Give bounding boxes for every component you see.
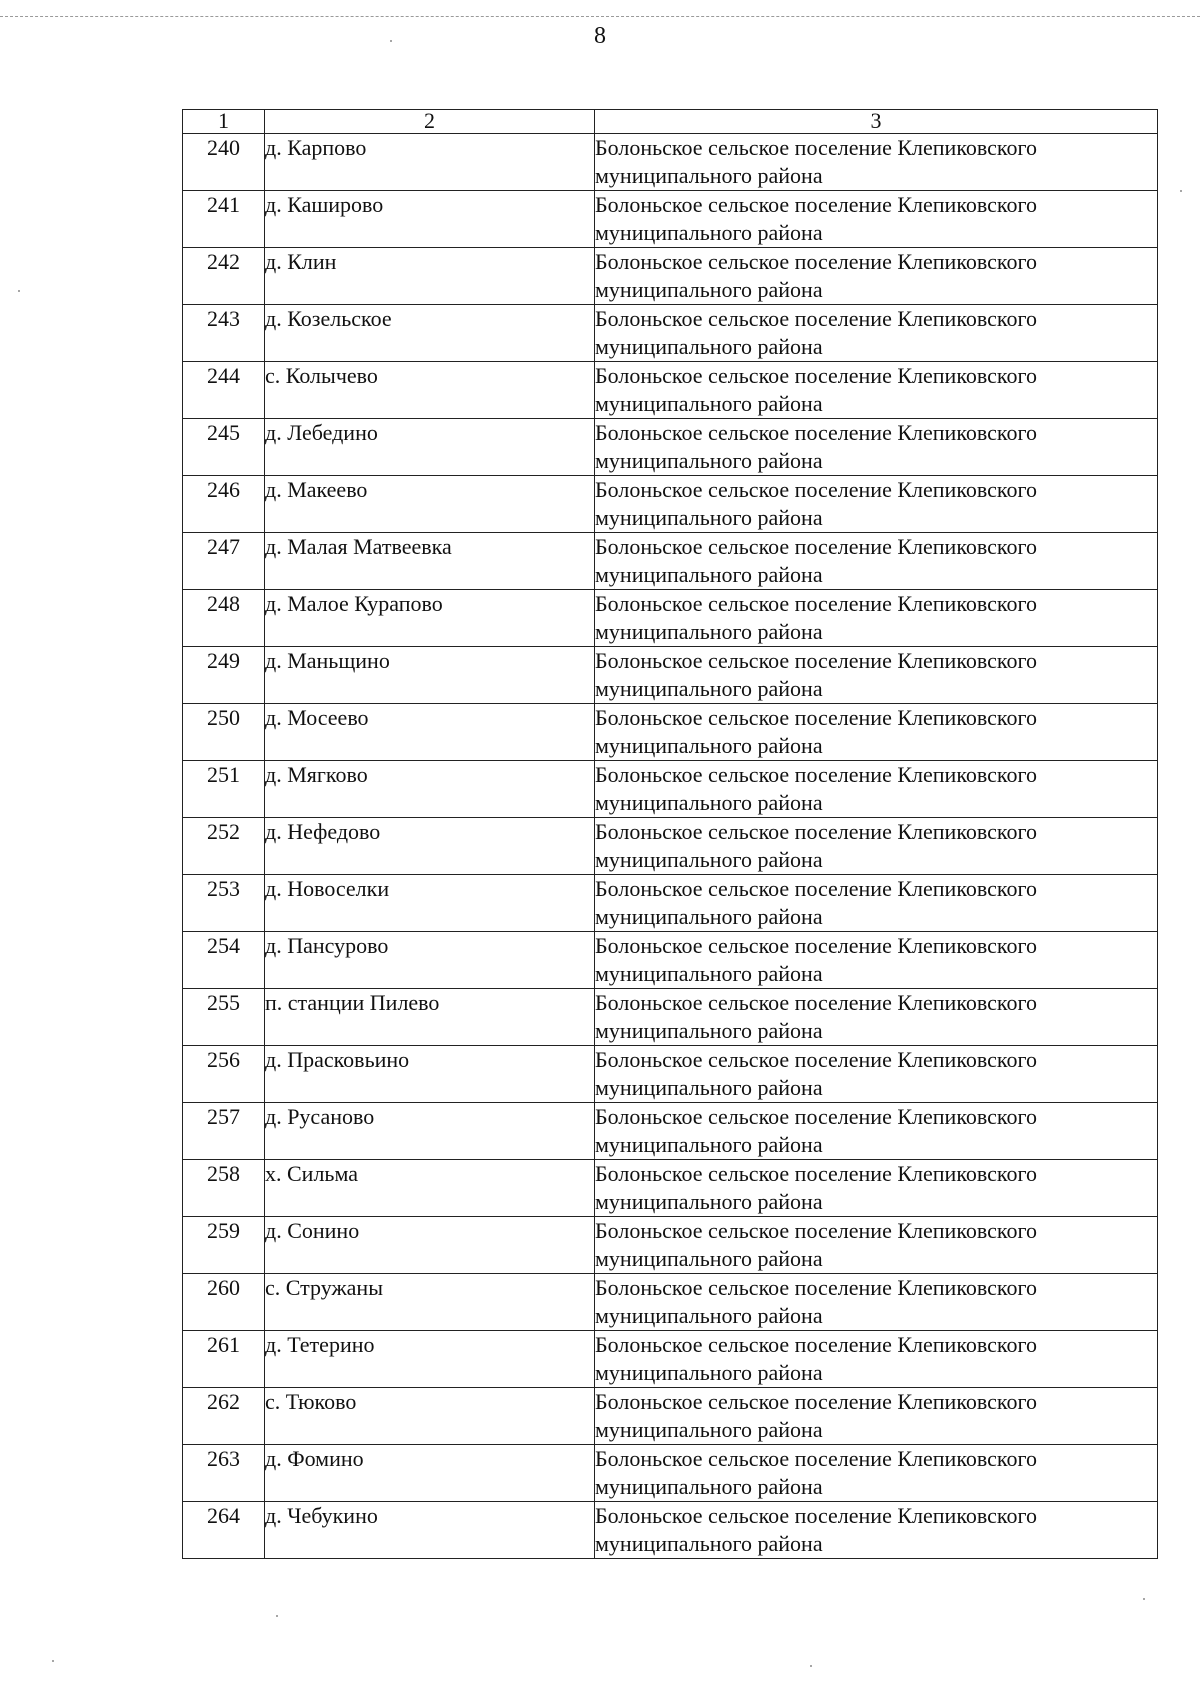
table-row [183, 1445, 1158, 1502]
table-row [183, 533, 1158, 590]
municipality-line-1: Болоньское сельское поселение Клепиковского [595, 648, 1037, 673]
municipality-line-2: муниципального района [595, 733, 823, 758]
row-number-cell: 252 [183, 818, 265, 875]
municipality-line-1: Болоньское сельское поселение Клепиковского [595, 192, 1037, 217]
row-number-cell: 254 [183, 932, 265, 989]
municipality-line-1: Болоньское сельское поселение Клепиковского [595, 1218, 1037, 1243]
table-row [183, 818, 1158, 875]
row-number-cell: 256 [183, 1046, 265, 1103]
row-number-cell: 245 [183, 419, 265, 476]
municipality-line-1: Болоньское сельское поселение Клепиковского [595, 477, 1037, 502]
municipality-cell [595, 932, 1158, 989]
table-row [183, 191, 1158, 248]
column-header-3: 3 [595, 110, 1158, 134]
municipality-line-1: Болоньское сельское поселение Клепиковского [595, 933, 1037, 958]
column-header-1: 1 [183, 110, 265, 134]
settlement-name-cell: д. Чебукино [265, 1502, 595, 1559]
municipality-cell [595, 248, 1158, 305]
table-row [183, 1331, 1158, 1388]
table-row [183, 1046, 1158, 1103]
scan-speck [18, 290, 20, 292]
table-row [183, 1160, 1158, 1217]
scan-speck [1143, 1598, 1145, 1600]
table-row [183, 1217, 1158, 1274]
row-number-cell: 262 [183, 1388, 265, 1445]
table-row [183, 1103, 1158, 1160]
municipality-line-1: Болоньское сельское поселение Клепиковского [595, 363, 1037, 388]
table-row [183, 875, 1158, 932]
row-number-cell: 241 [183, 191, 265, 248]
municipality-line-2: муниципального района [595, 1132, 823, 1157]
settlement-name-cell: д. Фомино [265, 1445, 595, 1502]
municipality-line-1: Болоньское сельское поселение Клепиковского [595, 420, 1037, 445]
municipality-line-2: муниципального района [595, 277, 823, 302]
municipality-line-1: Болоньское сельское поселение Клепиковского [595, 762, 1037, 787]
scan-speck [276, 1615, 278, 1617]
municipality-cell [595, 476, 1158, 533]
municipality-cell [595, 191, 1158, 248]
municipality-cell [595, 533, 1158, 590]
municipality-line-2: муниципального района [595, 619, 823, 644]
municipality-line-2: муниципального района [595, 1417, 823, 1442]
row-number-cell: 253 [183, 875, 265, 932]
municipality-cell [595, 1331, 1158, 1388]
municipality-line-2: муниципального района [595, 1246, 823, 1271]
municipality-line-1: Болоньское сельское поселение Клепиковского [595, 1104, 1037, 1129]
row-number-cell: 251 [183, 761, 265, 818]
table-row [183, 305, 1158, 362]
municipality-line-1: Болоньское сельское поселение Клепиковского [595, 819, 1037, 844]
settlement-name-cell: д. Клин [265, 248, 595, 305]
row-number-cell: 261 [183, 1331, 265, 1388]
municipality-cell [595, 419, 1158, 476]
scan-speck [52, 1660, 54, 1662]
settlement-name-cell: с. Колычево [265, 362, 595, 419]
settlement-name-cell: д. Новоселки [265, 875, 595, 932]
table-row [183, 761, 1158, 818]
municipality-cell [595, 704, 1158, 761]
row-number-cell: 250 [183, 704, 265, 761]
settlement-name-cell: д. Тетерино [265, 1331, 595, 1388]
municipality-line-1: Болоньское сельское поселение Клепиковского [595, 1047, 1037, 1072]
row-number-cell: 258 [183, 1160, 265, 1217]
settlement-name-cell: д. Мягково [265, 761, 595, 818]
settlements-table [182, 109, 1158, 1559]
municipality-line-1: Болоньское сельское поселение Клепиковского [595, 990, 1037, 1015]
settlement-name-cell: д. Малая Матвеевка [265, 533, 595, 590]
row-number-cell: 244 [183, 362, 265, 419]
row-number-cell: 248 [183, 590, 265, 647]
settlement-name-cell: д. Прасковьино [265, 1046, 595, 1103]
settlement-name-cell: д. Маньщино [265, 647, 595, 704]
municipality-cell [595, 818, 1158, 875]
table-row [183, 989, 1158, 1046]
municipality-line-1: Болоньское сельское поселение Клепиковского [595, 306, 1037, 331]
row-number-cell: 263 [183, 1445, 265, 1502]
row-number-cell: 264 [183, 1502, 265, 1559]
row-number-cell: 255 [183, 989, 265, 1046]
row-number-cell: 247 [183, 533, 265, 590]
municipality-line-1: Болоньское сельское поселение Клепиковского [595, 1161, 1037, 1186]
settlement-name-cell: д. Сонино [265, 1217, 595, 1274]
municipality-line-2: муниципального района [595, 1303, 823, 1328]
settlement-name-cell: д. Козельское [265, 305, 595, 362]
scan-speck [1180, 190, 1182, 192]
table-row [183, 419, 1158, 476]
municipality-line-1: Болоньское сельское поселение Клепиковского [595, 1389, 1037, 1414]
municipality-cell [595, 1502, 1158, 1559]
row-number-cell: 240 [183, 134, 265, 191]
settlement-name-cell: д. Малое Курапово [265, 590, 595, 647]
scan-edge-line [0, 16, 1200, 17]
municipality-line-1: Болоньское сельское поселение Клепиковского [595, 135, 1037, 160]
settlement-name-cell: с. Тюково [265, 1388, 595, 1445]
municipality-line-2: муниципального района [595, 505, 823, 530]
municipality-cell [595, 761, 1158, 818]
municipality-cell [595, 1274, 1158, 1331]
municipality-line-2: муниципального района [595, 1474, 823, 1499]
settlement-name-cell: д. Нефедово [265, 818, 595, 875]
municipality-line-2: муниципального района [595, 334, 823, 359]
table-row [183, 134, 1158, 191]
municipality-line-1: Болоньское сельское поселение Клепиковского [595, 534, 1037, 559]
municipality-line-2: муниципального района [595, 1531, 823, 1556]
municipality-cell [595, 1160, 1158, 1217]
municipality-line-1: Болоньское сельское поселение Клепиковского [595, 876, 1037, 901]
settlement-name-cell: д. Каширово [265, 191, 595, 248]
settlement-name-cell: д. Карпово [265, 134, 595, 191]
table-row [183, 932, 1158, 989]
municipality-cell [595, 875, 1158, 932]
municipality-cell [595, 362, 1158, 419]
table-row [183, 476, 1158, 533]
municipality-cell [595, 590, 1158, 647]
settlement-name-cell: д. Мосеево [265, 704, 595, 761]
row-number-cell: 243 [183, 305, 265, 362]
table-body [183, 134, 1158, 1559]
municipality-line-2: муниципального района [595, 1189, 823, 1214]
municipality-line-2: муниципального района [595, 1075, 823, 1100]
municipality-line-1: Болоньское сельское поселение Клепиковского [595, 705, 1037, 730]
settlement-name-cell: п. станции Пилево [265, 989, 595, 1046]
municipality-cell [595, 1046, 1158, 1103]
settlement-name-cell: д. Лебедино [265, 419, 595, 476]
table-row [183, 248, 1158, 305]
municipality-line-1: Болоньское сельское поселение Клепиковского [595, 1503, 1037, 1528]
municipality-line-2: муниципального района [595, 220, 823, 245]
municipality-line-2: муниципального района [595, 1018, 823, 1043]
municipality-cell [595, 1388, 1158, 1445]
row-number-cell: 246 [183, 476, 265, 533]
municipality-line-1: Болоньское сельское поселение Клепиковского [595, 1332, 1037, 1357]
municipality-line-1: Болоньское сельское поселение Клепиковского [595, 591, 1037, 616]
municipality-line-2: муниципального района [595, 847, 823, 872]
table-row [183, 1274, 1158, 1331]
row-number-cell: 257 [183, 1103, 265, 1160]
row-number-cell: 259 [183, 1217, 265, 1274]
table-row [183, 704, 1158, 761]
row-number-cell: 242 [183, 248, 265, 305]
municipality-line-2: муниципального района [595, 676, 823, 701]
scan-speck [810, 1665, 812, 1667]
municipality-cell [595, 305, 1158, 362]
municipality-line-2: муниципального района [595, 904, 823, 929]
municipality-cell [595, 1217, 1158, 1274]
municipality-cell [595, 1103, 1158, 1160]
municipality-line-2: муниципального района [595, 790, 823, 815]
municipality-line-2: муниципального района [595, 448, 823, 473]
row-number-cell: 249 [183, 647, 265, 704]
municipality-line-1: Болоньское сельское поселение Клепиковского [595, 1275, 1037, 1300]
municipality-cell [595, 1445, 1158, 1502]
table-row [183, 590, 1158, 647]
municipality-line-2: муниципального района [595, 961, 823, 986]
municipality-line-1: Болоньское сельское поселение Клепиковского [595, 249, 1037, 274]
table-row [183, 362, 1158, 419]
table-header-row [183, 110, 1158, 134]
row-number-cell: 260 [183, 1274, 265, 1331]
municipality-line-1: Болоньское сельское поселение Клепиковского [595, 1446, 1037, 1471]
scan-speck [390, 40, 392, 42]
settlement-name-cell: д. Русаново [265, 1103, 595, 1160]
settlement-name-cell: д. Пансурово [265, 932, 595, 989]
column-header-2: 2 [265, 110, 595, 134]
settlement-name-cell: д. Макеево [265, 476, 595, 533]
municipality-line-2: муниципального района [595, 391, 823, 416]
municipality-cell [595, 647, 1158, 704]
table-row [183, 1388, 1158, 1445]
settlement-name-cell: с. Стружаны [265, 1274, 595, 1331]
table-row [183, 1502, 1158, 1559]
municipality-line-2: муниципального района [595, 1360, 823, 1385]
settlement-name-cell: х. Сильма [265, 1160, 595, 1217]
municipality-line-2: муниципального района [595, 562, 823, 587]
municipality-cell [595, 134, 1158, 191]
table-row [183, 647, 1158, 704]
page-number: 8 [594, 23, 606, 49]
municipality-line-2: муниципального района [595, 163, 823, 188]
municipality-cell [595, 989, 1158, 1046]
